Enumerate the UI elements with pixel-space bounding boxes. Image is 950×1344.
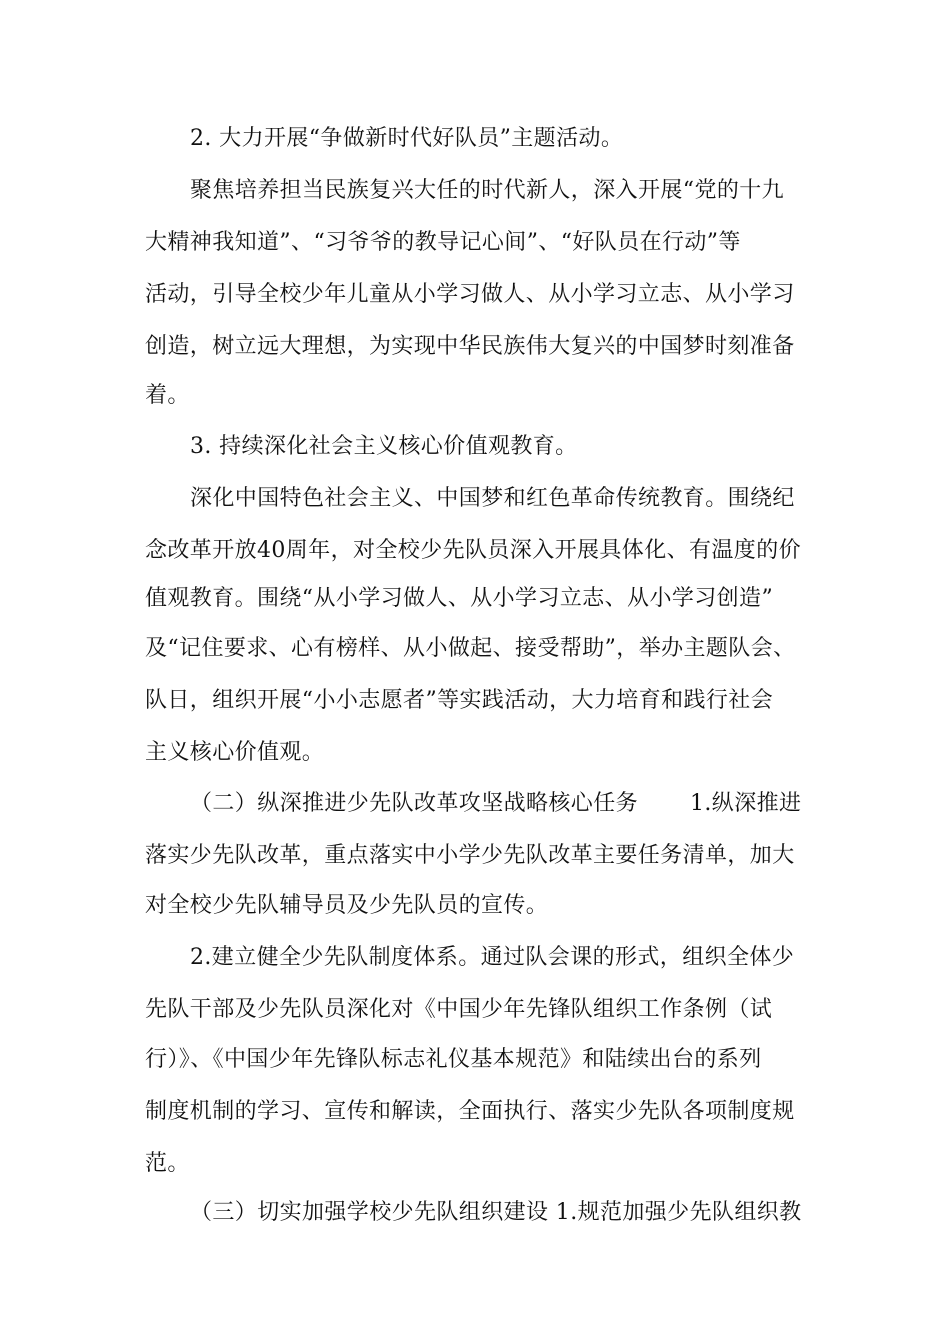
paragraph-line: 2.建立健全少先队制度体系。通过队会课的形式，组织全体少 <box>190 945 795 970</box>
section-heading-tail: 1.纵深推进 <box>690 791 802 816</box>
paragraph-line: 聚焦培养担当民族复兴大任的时代新人，深入开展“党的十九 <box>190 178 785 203</box>
paragraph-line: 制度机制的学习、宣传和解读，全面执行、落实少先队各项制度规 <box>145 1099 795 1124</box>
paragraph-line: 念改革开放40周年，对全校少先队员深入开展具体化、有温度的价 <box>145 538 801 563</box>
paragraph-line: 主义核心价值观。 <box>145 740 325 765</box>
paragraph-line: 落实少先队改革，重点落实中小学少先队改革主要任务清单，加大 <box>145 843 795 868</box>
heading-item-3: 3. 持续深化社会主义核心价值观教育。 <box>190 434 578 459</box>
paragraph-line: 创造，树立远大理想，为实现中华民族伟大复兴的中国梦时刻准备 <box>145 334 795 359</box>
paragraph-line: 先队干部及少先队员深化对《中国少年先锋队组织工作条例（试 <box>145 997 773 1022</box>
paragraph-line: 行）》、《中国少年先锋队标志礼仪基本规范》和陆续出台的系列 <box>145 1047 762 1072</box>
paragraph-line: 大精神我知道”、“习爷爷的教导记心间”、“好队员在行动”等 <box>145 230 741 255</box>
paragraph-line: 范。 <box>145 1151 190 1176</box>
heading-item-2: 2. 大力开展“争做新时代好队员”主题活动。 <box>190 126 624 151</box>
paragraph-line: 值观教育。围绕“从小学习做人、从小学习立志、从小学习创造” <box>145 586 774 611</box>
section-heading-3: （三）切实加强学校少先队组织建设 1.规范加强少先队组织教 <box>190 1200 802 1225</box>
paragraph-line: 队日，组织开展“小小志愿者”等实践活动，大力培育和践行社会 <box>145 688 774 713</box>
paragraph-line: 对全校少先队辅导员及少先队员的宣传。 <box>145 893 549 918</box>
section-heading-2 <box>190 789 825 819</box>
paragraph-line: 活动，引导全校少年儿童从小学习做人、从小学习立志、从小学习 <box>145 282 795 307</box>
paragraph-line: 深化中国特色社会主义、中国梦和红色革命传统教育。围绕纪 <box>190 486 795 511</box>
paragraph-line: 着。 <box>145 383 190 408</box>
section-heading-text: （二）纵深推进少先队改革攻坚战略核心任务 <box>190 791 639 816</box>
paragraph-line: 及“记住要求、心有榜样、从小做起、接受帮助”，举办主题队会、 <box>145 636 796 661</box>
